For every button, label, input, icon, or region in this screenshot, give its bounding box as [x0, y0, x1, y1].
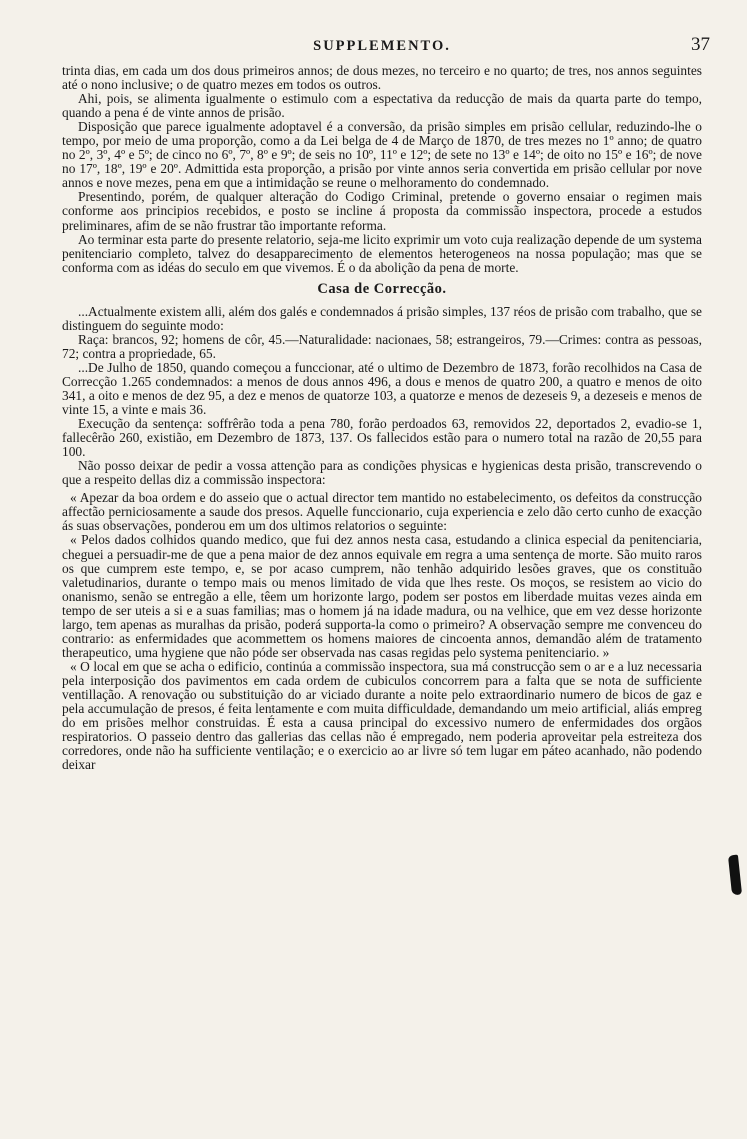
- paragraph: Presentindo, porém, de qualquer alteração do Codigo Criminal, pretende o governo ensaiar o regimen mais conforme aos principios recebidos, e posto se incline á proposta da commissão inspectora, procede a estudos preliminares, afim de se não frustrar tão importante reforma.: [62, 189, 702, 233]
- page-number: 37: [691, 34, 710, 55]
- section-heading: Casa de Correcção.: [317, 280, 447, 297]
- paragraph: Execução da sentença: soffrêrão toda a pena 780, forão perdoados 63, removidos 22, deportados 2, evadio-se 1, fallecêrão 260, existião, em Dezembro de 1873, 137. Os fallecidos estão para o numero total na razão de 20,55 para 100.: [62, 416, 702, 460]
- quote-paragraph: « Pelos dados colhidos quando medico, que fui dez annos nesta casa, estudando a clinica especial da penitenciaria, cheguei a persuadir-me de que a pena maior de dez annos equivale em regra a uma sentença de morte. São muito raros os que cumprem este tempo, e, se por acaso cumprem, não tenhão adquirido lesões graves, que os constituão valetudinarios, durante o tempo mais ou menos limitado de vida que lhes reste. Os moços, se resistem ao vicio do onanismo, senão se entregão a elle, têem um horizonte largo, podem ser postos em liberdade muitas vezes ainda em tempo de ser uteis a si e a suas familias; mas o homem já na idade madura, ou na velhice, que em vez desse horizonte largo, tem apenas as muralhas da prisão, poderá supporta-la como o primeiro? A observação sempre me convenceu do contrario: as enfermidades que acommettem os homens maiores de cincoenta annos, demandão além de tratamento therapeutico, uma hygiene que não póde ser observada nas casas regidas pelo systema penitenciario. »: [62, 532, 702, 660]
- quote-paragraph: « O local em que se acha o edificio, continúa a commissão inspectora, sua má construcção sem o ar e a luz necessaria pela interposição dos pavimentos em cada ordem de cubiculos concorrem para a falta que se nota de sufficiente ventillação. A renovação ou substituição do ar viciado durante a noite pelo extraordinario numero de bicos de gaz e pela accumulação de presos, é feita lentamente e com muita difficuldade, demandando um meio artificial, aliás empreg do em prisões melhor construidas. É esta a causa principal do excessivo numero de enfermidades dos orgãos respiratorios. O passeio dentro das gallerias das cellas não é empregado, nem poderia aproveitar pela estreiteza dos corredores, onde não ha sufficiente ventilação; e o exercicio ao ar livre só tem lugar em páteo acanhado, não podendo deixar: [62, 658, 702, 773]
- paragraph: trinta dias, em cada um dos dous primeiros annos; de dous mezes, no terceiro e no quarto; de tres, nos annos seguintes até o nono inclusive; o de quatro mezes em todos os outros.: [62, 63, 702, 93]
- paragraph: Ao terminar esta parte do presente relatorio, seja-me licito exprimir um voto cuja realização depende de um systema penitenciario completo, talvez do desapparecimento de elementos heterogeneos na nossa população; mas que se conforma com as idéas do seculo em que vivemos. É o da abolição da pena de morte.: [62, 231, 702, 275]
- document-page: [62, 34, 710, 773]
- paragraph: Disposição que parece igualmente adoptavel é a conversão, da prisão simples em prisão cellular, reduzindo-lhe o tempo, por meio de uma proporção, como a da Lei belga de 4 de Março de 1870, de tres mezes no 1º anno; de quatro no 2º, 3º, 4º e 5º; de cinco no 6º, 7º, 8º e 9º; de seis no 10º, 11º e 12º; de sete no 13º e 14º; de oito no 15º e 16º; de nove no 17º, 18º, 19º e 20º. Admittida esta proporção, a prisão por vinte annos seria convertida em prisão cellular por nove annos e nove mezes, pena em que a intimidação se reune o melhoramento do condemnado.: [62, 119, 702, 191]
- page-header: [62, 34, 710, 58]
- paragraph: Raça: brancos, 92; homens de côr, 45.—Naturalidade: nacionaes, 58; estrangeiros, 79.—Crimes: contra as pessoas, 72; contra a propriedade, 65.: [62, 331, 702, 361]
- quote-paragraph: « Apezar da boa ordem e do asseio que o actual director tem mantido no estabelecimento, os defeitos da construcção affectão perniciosamente a saude dos presos. Aquelle funccionario, cuja experiencia e zelo dão certo cunho de exacção ás suas observações, ponderou em um dos ultimos relatorios o seguinte:: [62, 490, 702, 534]
- paragraph: ...Actualmente existem alli, além dos galés e condemnados á prisão simples, 137 réos de prisão com trabalho, que se distinguem do seguinte modo:: [62, 303, 702, 333]
- paragraph: Não posso deixar de pedir a vossa attenção para as condições physicas e hygienicas desta prisão, transcrevendo o que a respeito dellas diz a commissão inspectora:: [62, 458, 702, 488]
- running-title: SUPPLEMENTO.: [313, 38, 451, 54]
- paragraph: ...De Julho de 1850, quando começou a funccionar, até o ultimo de Dezembro de 1873, forão recolhidos na Casa de Correcção 1.265 condemnados: a menos de dous annos 496, a dous e menos de quatro 200, a quatro e menos de oito 341, a oito e menos de dez 95, a dez e menos de quatorze 103, a quatorze e menos de dezeseis 9, a dezeseis e menos de vinte 15, a vinte e mais 36.: [62, 359, 702, 418]
- paragraph: Ahi, pois, se alimenta igualmente o estimulo com a espectativa da reducção de mais da quarta parte do tempo, quando a pena é de vinte annos de prisão.: [62, 91, 702, 121]
- ink-blot-mark: [728, 855, 742, 896]
